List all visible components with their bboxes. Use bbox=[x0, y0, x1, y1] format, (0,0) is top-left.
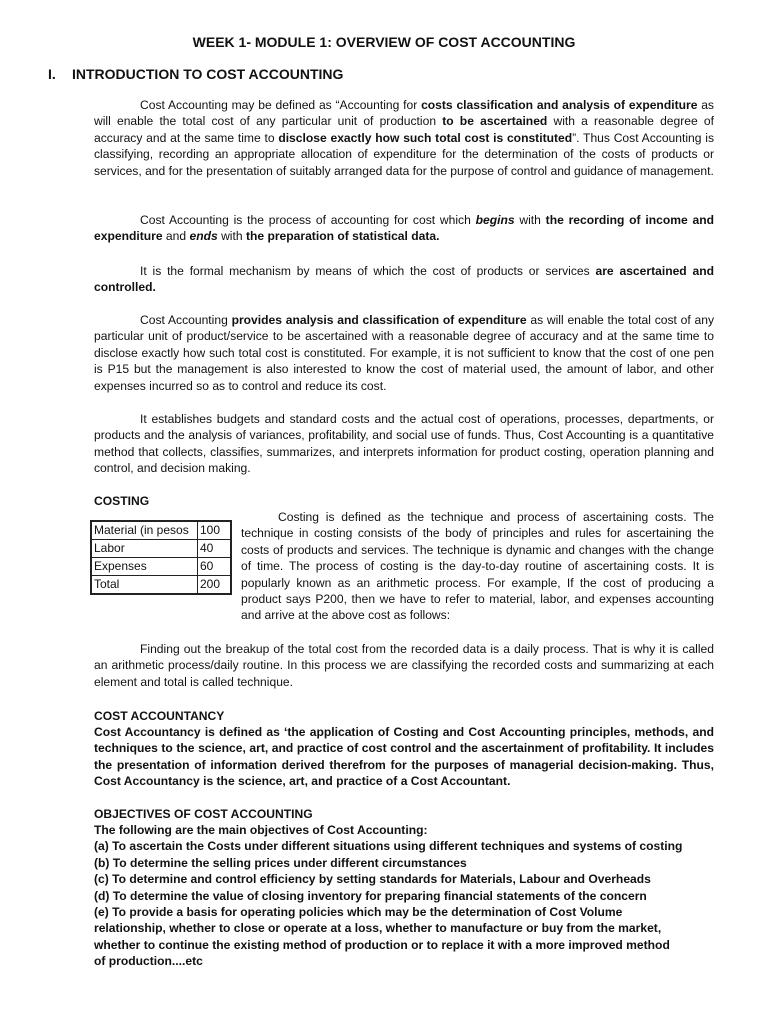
table-cell-value: 100 bbox=[198, 521, 232, 540]
table-cell-label: Labor bbox=[91, 540, 198, 558]
section-title: INTRODUCTION TO COST ACCOUNTING bbox=[72, 66, 344, 82]
cost-accountancy-heading: COST ACCOUNTANCY bbox=[94, 709, 225, 723]
table-row bbox=[91, 558, 231, 576]
paragraph-analysis: Cost Accounting provides analysis and classification of expenditure as will enable the total cost of any particular unit of product/service to be ascertained with a reasonable degree of accuracy and at the same time to disclose exactly how such total cost is constituted. For example, it is not sufficient to know that the cost of one pen is P15 but the management is also interested to know the cost of material used, the amount of labor, and other expenses incurred so as to control and reduce its cost. bbox=[94, 313, 714, 393]
list-item: (a) To ascertain the Costs under different situations using different techniques and systems of costing bbox=[94, 839, 683, 854]
table-cell-value: 200 bbox=[198, 576, 232, 595]
cost-accountancy-paragraph: Cost Accountancy is defined as ‘the application of Costing and Cost Accounting principles, methods, and techniques to the science, art, and practice of cost control and the ascertainment of profitability. It includes the presentation of information derived therefrom for the purposes of managerial decision-making. Thus, Cost Accountancy is the science, art, and practice of a Cost Accountant. bbox=[94, 725, 714, 789]
table-cell-label: Material (in pesos bbox=[91, 521, 198, 540]
table-cell-value: 40 bbox=[198, 540, 232, 558]
table-cell-value: 60 bbox=[198, 558, 232, 576]
list-item: (e) To provide a basis for operating policies which may be the determination of Cost Volume bbox=[94, 905, 623, 920]
costing-paragraph: Costing is defined as the technique and process of ascertaining costs. The technique in costing consists of the body of principles and rules for ascertaining the costs of products and services. The technique is dynamic and changes with the change of time. The process of costing is the day-to-day routine of ascertaining costs. It is popularly known as an arithmetic process. For example, If the cost of producing a product says P200, then we have to refer to material, labor, and expenses accounting and arrive at the above cost as follows: bbox=[241, 510, 714, 623]
list-item: relationship, whether to close or operate at a loss, whether to manufacture or buy from the market, bbox=[94, 921, 662, 936]
paragraph-budgets: It establishes budgets and standard costs and the actual cost of operations, processes, departments, or products and the analysis of variances, profitability, and social use of funds. Thus, Cost Accounting is a quantitative method that collects, classifies, summarizes, and interprets information for product costing, operation planning and control, and decision making. bbox=[94, 412, 714, 476]
section-number: I. bbox=[48, 66, 56, 82]
table-row bbox=[91, 521, 231, 540]
paragraph-process: Cost Accounting is the process of accounting for cost which begins with the recording of income and expenditure and ends with the preparation of statistical data. bbox=[94, 213, 714, 244]
list-item: whether to continue the existing method of production or to replace it with a more improved method bbox=[94, 937, 670, 952]
list-item: (b) To determine the selling prices under different circumstances bbox=[94, 855, 467, 870]
list-item: (d) To determine the value of closing inventory for preparing financial statements of the concern bbox=[94, 888, 647, 903]
cost-breakdown-table bbox=[90, 520, 232, 595]
page-title: WEEK 1- MODULE 1: OVERVIEW OF COST ACCOUNTING bbox=[192, 34, 576, 50]
table-row bbox=[91, 576, 231, 595]
objectives-heading: OBJECTIVES OF COST ACCOUNTING bbox=[94, 807, 313, 821]
costing-heading: COSTING bbox=[94, 494, 150, 508]
table-row bbox=[91, 540, 231, 558]
objectives-intro: The following are the main objectives of Cost Accounting: bbox=[94, 823, 428, 837]
section-heading bbox=[48, 66, 343, 82]
objectives-list bbox=[94, 822, 714, 970]
list-item: of production....etc bbox=[94, 954, 203, 969]
list-item: (c) To determine and control efficiency by setting standards for Materials, Labour and Overheads bbox=[94, 872, 651, 887]
paragraph-breakup: Finding out the breakup of the total cost from the recorded data is a daily process. That is why it is called an arithmetic process/daily routine. In this process we are classifying the recorded costs and summarizing at each element and total is called technique. bbox=[94, 642, 714, 689]
table-cell-label: Total bbox=[91, 576, 198, 595]
paragraph-mechanism: It is the formal mechanism by means of which the cost of products or services are ascertained and controlled. bbox=[94, 264, 715, 295]
paragraph-definition: Cost Accounting may be defined as “Accounting for costs classification and analysis of expenditure as will enable the total cost of any particular unit of production to be ascertained with a reasonable degree of accuracy and at the same time to disclose exactly how such total cost is constituted”. Thus Cost Accounting is classifying, recording an appropriate allocation of expenditure for the determination of the costs of products or services, and for the presentation of suitably arranged data for the purpose of control and guidance of management. bbox=[94, 98, 714, 178]
table-cell-label: Expenses bbox=[91, 558, 198, 576]
